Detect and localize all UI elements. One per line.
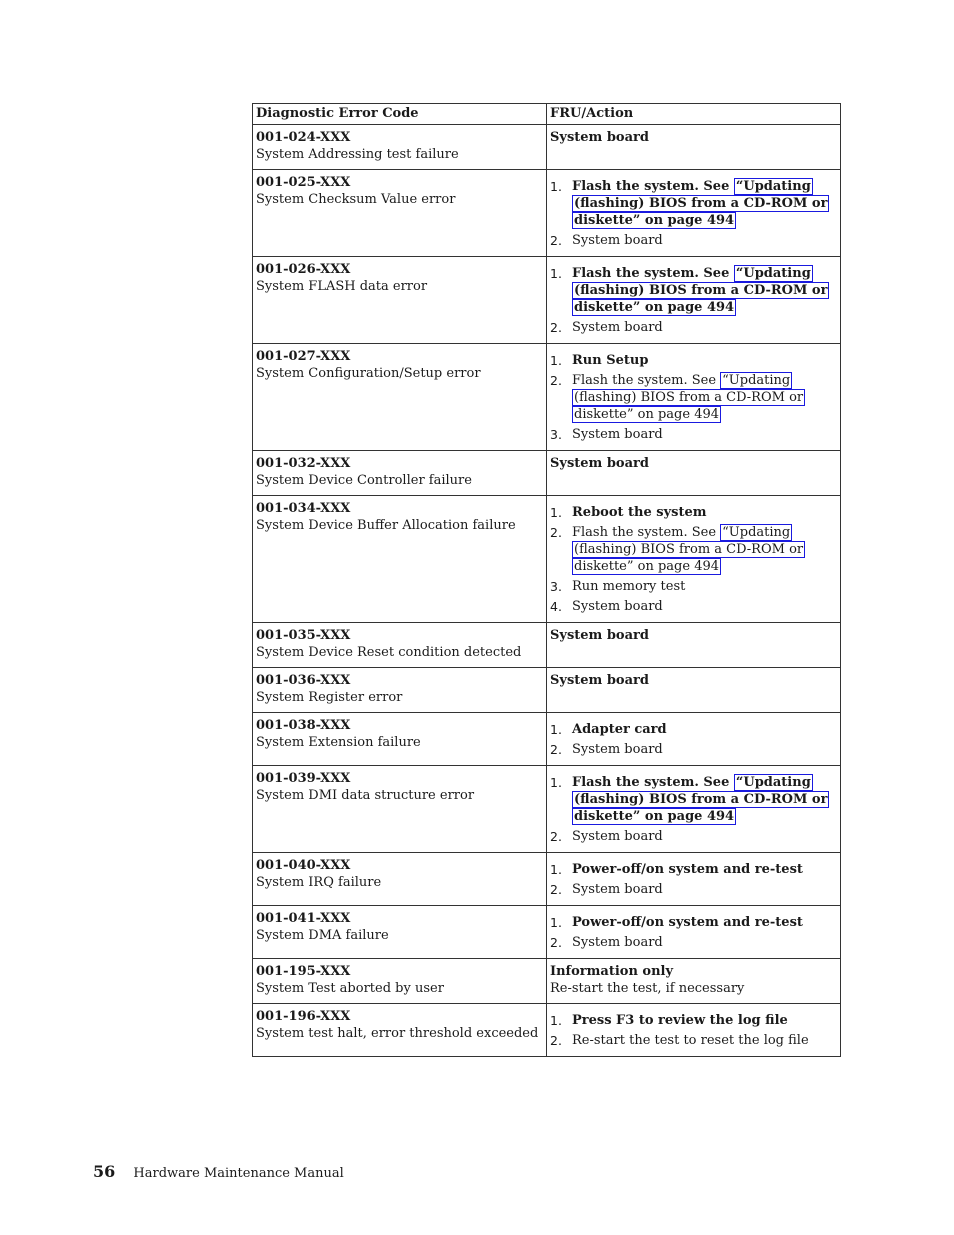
step-number: 2.	[550, 829, 562, 844]
action-step	[550, 1012, 836, 1029]
table-row	[253, 959, 841, 1004]
error-description: System DMA failure	[256, 928, 389, 943]
step-text: Reboot the system	[572, 505, 707, 520]
error-description: System Device Reset condition detected	[256, 645, 522, 660]
error-code: 001-041-XXX	[256, 911, 351, 926]
action-step	[550, 598, 836, 615]
bios-update-link[interactable]: “Updating (flashing) BIOS from a CD-ROM or diskette” on page 494	[574, 775, 828, 824]
step-number: 4.	[550, 599, 562, 614]
action-step	[550, 741, 836, 758]
step-text: Flash the system. See	[572, 525, 721, 540]
step-text: Flash the system. See	[572, 775, 734, 790]
step-text: Power-off/on system and re-test	[572, 915, 803, 930]
step-number: 3.	[550, 427, 562, 442]
error-code: 001-196-XXX	[256, 1009, 351, 1024]
error-description: System Checksum Value error	[256, 192, 456, 207]
error-code-cell	[253, 1004, 547, 1057]
step-text: Re-start the test to reset the log file	[572, 1033, 809, 1048]
step-number: 2.	[550, 525, 562, 540]
error-description: System Configuration/Setup error	[256, 366, 481, 381]
step-text: System board	[572, 829, 663, 844]
action-steps	[550, 352, 836, 443]
error-description: System FLASH data error	[256, 279, 428, 294]
table-header-row	[253, 104, 841, 125]
table-row	[253, 853, 841, 906]
step-text: Run Setup	[572, 353, 649, 368]
footer-title: Hardware Maintenance Manual	[133, 1166, 344, 1181]
action-steps	[550, 265, 836, 336]
action-steps	[550, 861, 836, 898]
step-number: 3.	[550, 579, 562, 594]
action-step	[550, 524, 836, 575]
error-code-cell	[253, 451, 547, 496]
error-description: System Addressing test failure	[256, 147, 459, 162]
action-step	[550, 774, 836, 825]
step-text: System board	[572, 742, 663, 757]
action-step	[550, 265, 836, 316]
step-text: System board	[572, 427, 663, 442]
error-code: 001-038-XXX	[256, 718, 351, 733]
diagnostic-error-table	[252, 103, 841, 1057]
error-code: 001-024-XXX	[256, 130, 351, 145]
action-steps	[550, 504, 836, 615]
table-row	[253, 668, 841, 713]
page-number: 56	[93, 1162, 116, 1181]
action-step	[550, 426, 836, 443]
fru-action-cell	[547, 170, 841, 257]
error-code: 001-040-XXX	[256, 858, 351, 873]
action-step	[550, 372, 836, 423]
action-steps	[550, 914, 836, 951]
action-step	[550, 232, 836, 249]
action-text: System board	[550, 628, 649, 643]
step-text: System board	[572, 882, 663, 897]
error-code: 001-026-XXX	[256, 262, 351, 277]
table-row	[253, 713, 841, 766]
action-steps	[550, 1012, 836, 1049]
error-description: System Register error	[256, 690, 403, 705]
step-number: 2.	[550, 233, 562, 248]
error-code-cell	[253, 713, 547, 766]
error-code-cell	[253, 668, 547, 713]
error-code: 001-035-XXX	[256, 628, 351, 643]
header-action: FRU/Action	[547, 104, 841, 125]
step-number: 2.	[550, 1033, 562, 1048]
error-code-cell	[253, 257, 547, 344]
step-number: 1.	[550, 862, 562, 877]
bios-update-link[interactable]: “Updating (flashing) BIOS from a CD-ROM or diskette” on page 494	[574, 373, 804, 422]
step-number: 2.	[550, 935, 562, 950]
error-code-cell	[253, 766, 547, 853]
table-row	[253, 906, 841, 959]
step-number: 1.	[550, 775, 562, 790]
fru-action-cell	[547, 713, 841, 766]
table-row	[253, 344, 841, 451]
fru-action-cell	[547, 766, 841, 853]
fru-action-cell	[547, 344, 841, 451]
step-text: Adapter card	[572, 722, 667, 737]
step-number: 1.	[550, 179, 562, 194]
step-number: 1.	[550, 1013, 562, 1028]
error-code-cell	[253, 125, 547, 170]
bios-update-link[interactable]: “Updating (flashing) BIOS from a CD-ROM or diskette” on page 494	[574, 525, 804, 574]
action-step	[550, 178, 836, 229]
error-code-cell	[253, 623, 547, 668]
action-text: System board	[550, 456, 649, 471]
error-description: System Test aborted by user	[256, 981, 444, 996]
step-text: System board	[572, 599, 663, 614]
error-code-cell	[253, 344, 547, 451]
action-step	[550, 578, 836, 595]
action-step	[550, 914, 836, 931]
fru-action-cell	[547, 496, 841, 623]
step-number: 1.	[550, 266, 562, 281]
action-step	[550, 861, 836, 878]
fru-action-cell	[547, 959, 841, 1004]
action-step	[550, 721, 836, 738]
action-step	[550, 934, 836, 951]
fru-action-cell	[547, 668, 841, 713]
step-number: 1.	[550, 505, 562, 520]
action-text: System board	[550, 130, 649, 145]
error-code-cell	[253, 496, 547, 623]
error-code: 001-036-XXX	[256, 673, 351, 688]
step-number: 2.	[550, 320, 562, 335]
action-step	[550, 828, 836, 845]
error-description: System test halt, error threshold exceeded	[256, 1026, 539, 1041]
action-step	[550, 319, 836, 336]
error-description: System Device Controller failure	[256, 473, 472, 488]
table-row	[253, 766, 841, 853]
fru-action-cell	[547, 125, 841, 170]
step-text: Flash the system. See	[572, 179, 734, 194]
table-body	[253, 125, 841, 1057]
step-number: 2.	[550, 882, 562, 897]
action-steps	[550, 721, 836, 758]
error-code: 001-027-XXX	[256, 349, 351, 364]
table-row	[253, 1004, 841, 1057]
fru-action-cell	[547, 257, 841, 344]
table-row	[253, 125, 841, 170]
action-step	[550, 881, 836, 898]
action-step	[550, 504, 836, 521]
error-code: 001-195-XXX	[256, 964, 351, 979]
error-description: System DMI data structure error	[256, 788, 475, 803]
error-code: 001-025-XXX	[256, 175, 351, 190]
fru-action-cell	[547, 623, 841, 668]
step-number: 1.	[550, 722, 562, 737]
error-description: System Device Buffer Allocation failure	[256, 518, 516, 533]
error-code-cell	[253, 959, 547, 1004]
table-row	[253, 170, 841, 257]
action-text: Information only	[550, 964, 674, 979]
error-code: 001-034-XXX	[256, 501, 351, 516]
table-row	[253, 451, 841, 496]
table-row	[253, 623, 841, 668]
action-step	[550, 352, 836, 369]
error-code: 001-032-XXX	[256, 456, 351, 471]
action-text: System board	[550, 673, 649, 688]
table-row	[253, 257, 841, 344]
error-code-cell	[253, 906, 547, 959]
header-code: Diagnostic Error Code	[253, 104, 547, 125]
step-text: Run memory test	[572, 579, 686, 594]
action-steps	[550, 178, 836, 249]
step-number: 1.	[550, 915, 562, 930]
fru-action-cell	[547, 1004, 841, 1057]
step-text: System board	[572, 320, 663, 335]
bios-update-link[interactable]: “Updating (flashing) BIOS from a CD-ROM or diskette” on page 494	[574, 266, 828, 315]
fru-action-cell	[547, 906, 841, 959]
fru-action-cell	[547, 853, 841, 906]
step-text: Press F3 to review the log file	[572, 1013, 788, 1028]
step-text: Power-off/on system and re-test	[572, 862, 803, 877]
error-code-cell	[253, 853, 547, 906]
page-footer	[93, 1162, 344, 1181]
step-text: System board	[572, 233, 663, 248]
fru-action-cell	[547, 451, 841, 496]
bios-update-link[interactable]: “Updating (flashing) BIOS from a CD-ROM or diskette” on page 494	[574, 179, 828, 228]
error-description: System IRQ failure	[256, 875, 382, 890]
action-subtext: Re-start the test, if necessary	[550, 981, 745, 996]
step-text: System board	[572, 935, 663, 950]
error-code: 001-039-XXX	[256, 771, 351, 786]
step-text: Flash the system. See	[572, 266, 734, 281]
action-step	[550, 1032, 836, 1049]
step-text: Flash the system. See	[572, 373, 721, 388]
step-number: 2.	[550, 373, 562, 388]
step-number: 1.	[550, 353, 562, 368]
action-steps	[550, 774, 836, 845]
table-row	[253, 496, 841, 623]
step-number: 2.	[550, 742, 562, 757]
error-description: System Extension failure	[256, 735, 421, 750]
error-code-cell	[253, 170, 547, 257]
